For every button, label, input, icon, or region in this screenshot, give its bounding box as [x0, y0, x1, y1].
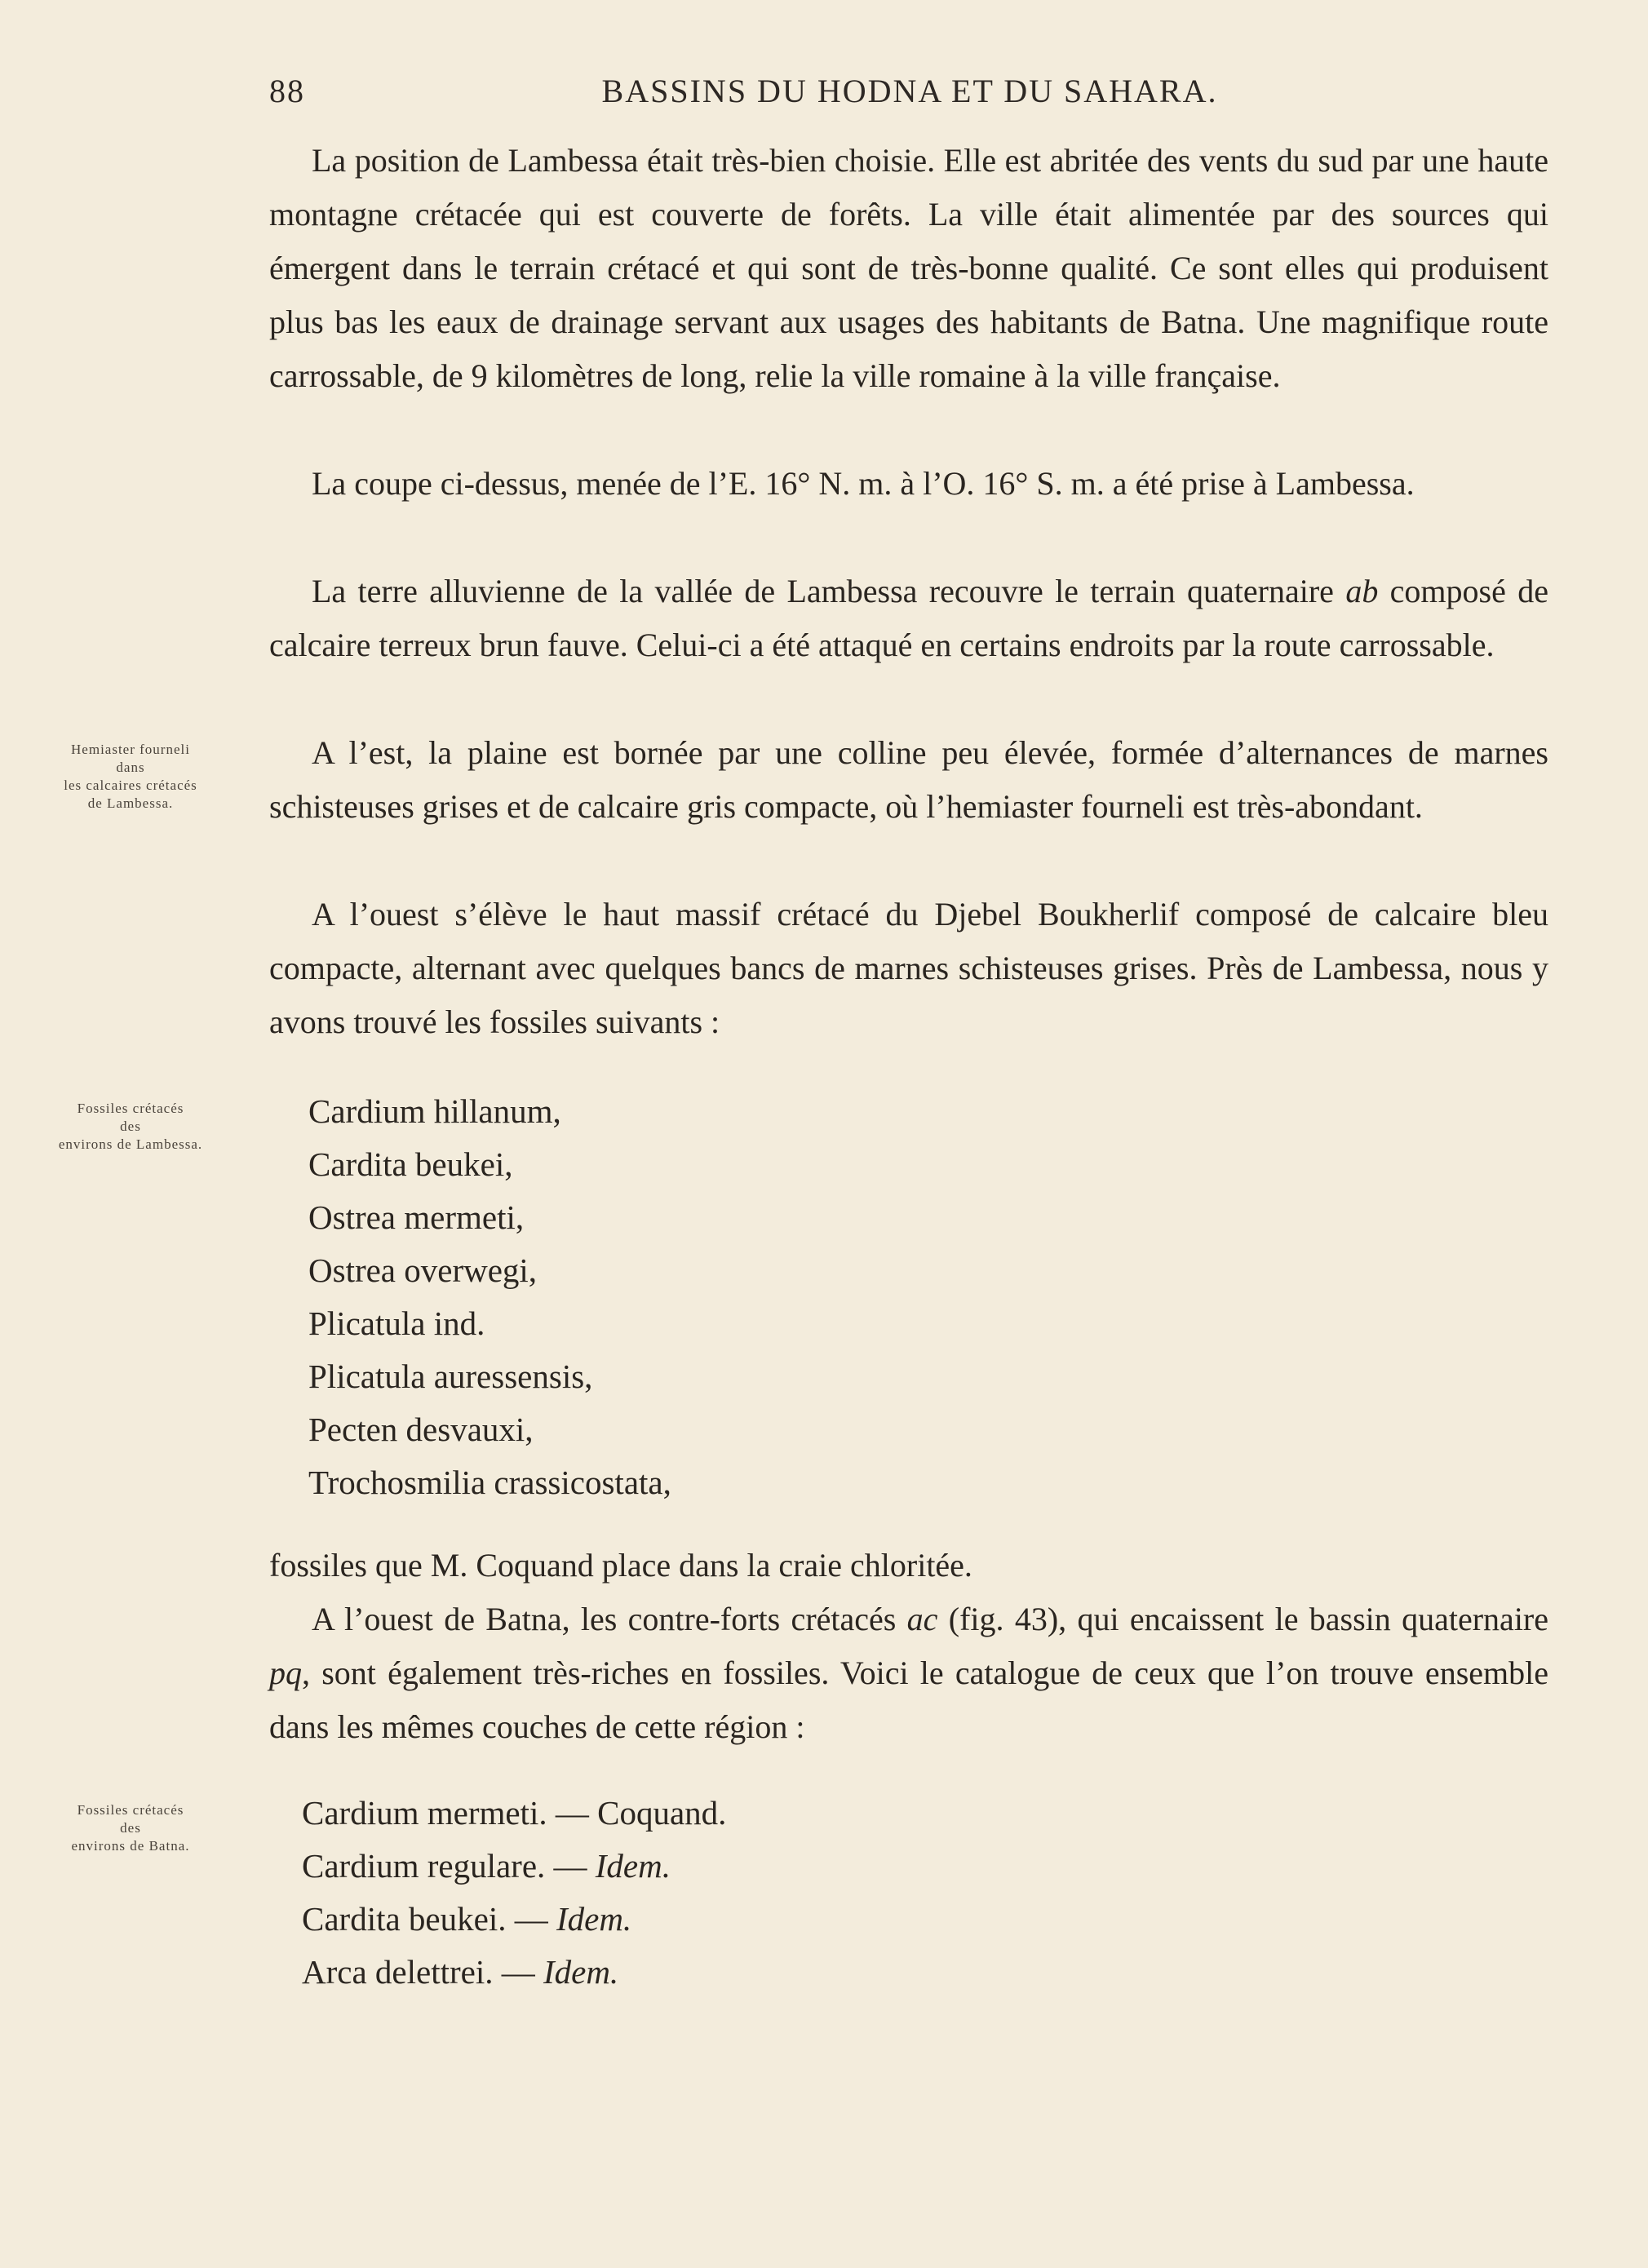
paragraph-east-hill: A l’est, la plaine est bornée par une colline peu élevée, formée d’alternances de marnes schisteuses grises et de calcaire gris compacte, où l’hemiaster fourneli est très-abondant.: [269, 734, 1548, 825]
author-name: Coquand.: [597, 1794, 727, 1832]
list-item: Cardium mermeti. — Coquand.: [302, 1794, 727, 1832]
paragraph-alluvial-soil: La terre alluvienne de la vallée de Lambessa recouvre le terrain quaternaire ab composé de calcaire terreux brun fauve. Celui-ci a été attaqué en certains endroits par la route carrossable.: [269, 573, 1548, 663]
author-name: Idem.: [543, 1953, 619, 1991]
list-item: Plicatula ind.: [308, 1305, 485, 1342]
list-item: Cardita beukei. — Idem.: [302, 1900, 632, 1938]
list-item: Cardita beukei,: [308, 1145, 513, 1183]
list-item: Cardium regulare. — Idem.: [302, 1847, 671, 1885]
list-item: Ostrea mermeti,: [308, 1198, 525, 1236]
list-item: Cardium hillanum,: [308, 1092, 561, 1130]
margin-note-fossils-batna: Fossiles crétacés des environs de Batna.: [71, 1802, 190, 1854]
paragraph-coquand-craie: fossiles que M. Coquand place dans la craie chloritée.: [269, 1547, 972, 1584]
list-item: Plicatula auressensis,: [308, 1358, 593, 1395]
paragraph-west-massif: A l’ouest s’élève le haut massif crétacé du Djebel Boukherlif composé de calcaire bleu compacte, alternant avec quelques bancs de marnes schisteuses grises. Près de Lambessa, nous y avons trouvé les fossiles suivants :: [269, 896, 1548, 1040]
paragraph-lambessa-position: La position de Lambessa était très-bien choisie. Elle est abritée des vents du sud par une haute montagne crétacée qui est couverte de forêts. La ville était alimentée par des sources qui émergent dans le terrain crétacé et qui sont de très-bonne qualité. Ce sont elles qui produisent plus bas les eaux de drainage servant aux usages des habitants de Batna. Une magnifique route carrossable, de 9 kilomètres de long, relie la ville romaine à la ville française.: [269, 142, 1548, 394]
italic-pq: pq: [269, 1654, 302, 1691]
list-item: Ostrea overwegi,: [308, 1251, 538, 1289]
margin-note-fossils-lambessa: Fossiles crétacés des environs de Lambessa.: [58, 1101, 203, 1152]
paragraph-section-cut: La coupe ci-dessus, menée de l’E. 16° N. m. à l’O. 16° S. m. a été prise à Lambessa.: [312, 465, 1415, 502]
running-header: [269, 72, 1550, 121]
page-number: 88: [269, 73, 305, 109]
margin-note-hemiaster: Hemiaster fourneli dans les calcaires crétacés de Lambessa.: [64, 742, 197, 811]
list-item: Trochosmilia crassicostata,: [308, 1464, 671, 1501]
fossil-list-batna: [302, 1787, 726, 1999]
author-name: Idem.: [556, 1900, 632, 1938]
running-title: BASSINS DU HODNA ET DU SAHARA.: [601, 73, 1218, 109]
italic-ab: ab: [1345, 573, 1379, 609]
fossil-list-lambessa: [308, 1085, 671, 1509]
author-name: Idem.: [595, 1847, 671, 1885]
list-item: Arca delettrei. — Idem.: [302, 1953, 619, 1991]
list-item: Pecten desvauxi,: [308, 1411, 534, 1448]
italic-ac: ac: [906, 1601, 938, 1637]
paragraph-batna-contreforts: A l’ouest de Batna, les contre-forts crétacés ac (fig. 43), qui encaissent le bassin quaternaire pq, sont également très-riches en fossiles. Voici le catalogue de ceux que l’on trouve ensemble dans les mêmes couches de cette région :: [269, 1601, 1549, 1745]
